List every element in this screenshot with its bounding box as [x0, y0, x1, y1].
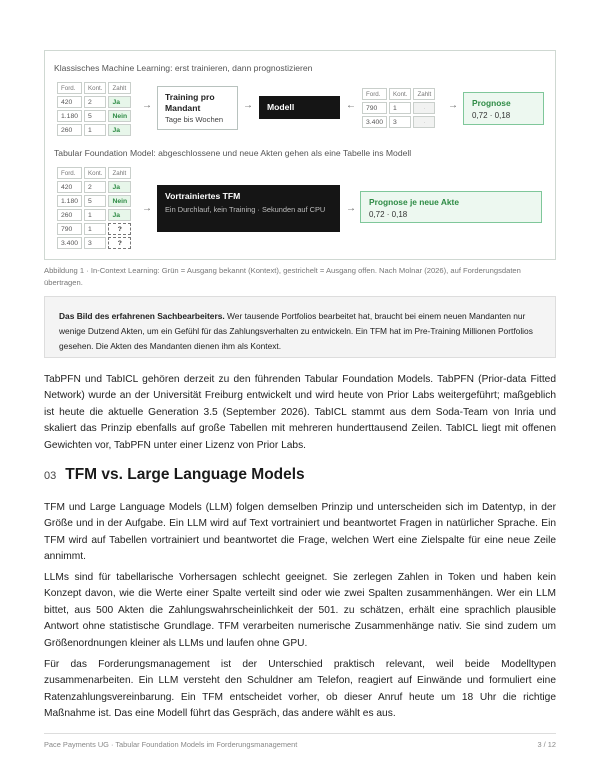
cell: 420: [57, 96, 82, 108]
header-kont: Kont.: [84, 82, 106, 94]
callout-box: [44, 296, 556, 358]
forecast-box-title: Prognose: [472, 98, 511, 108]
cell: 420: [57, 181, 82, 193]
training-box-sub: Tage bis Wochen: [165, 115, 224, 124]
forecast-box-value: 0,72 · 0,18: [472, 111, 511, 120]
cell-known: Ja: [108, 209, 131, 221]
arrow-right-icon: →: [448, 100, 458, 111]
paragraph-llm-limitations: LLMs sind für tabellarische Vorhersagen schlecht geeignet. Sie zerlegen Zahlen in Token und haben kein Konzept davon, wie die Werte einer Spalte verteilt sind oder wie zwei Spalten zusammenhängen. Wer ein LLM bittet, aus 500 Akten die Zahlungswahrscheinlichkeit der 501. zu schätzen, erhält eine sprachlich plausible Antwort ohne statistische Grundlage. TFM verarbeiten numerische Zusammenhänge nativ. Sie sind zudem um Größenordnungen kleiner als LLMs und laufen ohne GPU.: [44, 572, 556, 649]
header-kont: Kont.: [389, 88, 411, 100]
cell: 1: [84, 209, 106, 221]
cell-open: ?: [108, 223, 131, 235]
model-box: [259, 96, 340, 119]
figure-row1-title: Klassisches Machine Learning: erst trainieren, dann prognostizieren: [54, 63, 313, 73]
cell: 3: [389, 116, 411, 128]
cell-known: Ja: [108, 181, 131, 193]
cell-known: Nein: [108, 195, 131, 207]
cell: 260: [57, 124, 82, 136]
cell: 5: [84, 110, 106, 122]
paragraph-relevance: Für das Forderungsmanagement ist der Unterschied praktisch relevant, weil beide Modelltypen zusammenarbeiten. Ein LLM versteht den Schuldner am Telefon, reagiert auf Einwände und formuliert eine Ratenzahlungsvereinbarung. Ein TFM entscheidet vorher, ob dieser Anruf heute um 18 Uhr die richtige Maßnahme ist. Das eine Modell führt das Gespräch, das andere wählt es aus.: [44, 659, 556, 720]
footer-divider: [44, 733, 556, 734]
cell: 790: [362, 102, 387, 114]
training-data-table: [55, 80, 133, 138]
cell: 3: [84, 237, 106, 249]
arrow-right-icon: →: [243, 100, 253, 111]
header-ford: Ford.: [57, 167, 82, 179]
arrow-right-icon: →: [142, 100, 152, 111]
new-cases-table: [360, 86, 437, 130]
callout-text: Wer tausende Portfolios bearbeitet hat, braucht bei einem neuen Mandanten nur wenige Dutzend Akten, um ein Gefühl für das Zahlungsverhalten zu entwickeln. Ein TFM hat im Pre-Training Millionen Portfolios gesehen. Die Akten des Mandanten dienen ihm als Kontext.: [59, 311, 533, 351]
cell-known: Ja: [108, 96, 131, 108]
header-ford: Ford.: [362, 88, 387, 100]
header-zahlt: Zahlt: [413, 88, 435, 100]
cell: 1: [84, 223, 106, 235]
cell: 1: [84, 124, 106, 136]
callout-bold: Das Bild des erfahrenen Sachbearbeiters.: [59, 311, 225, 321]
tfm-table: [55, 165, 133, 251]
paragraph-tfm-vs-llm: TFM und Large Language Models (LLM) folgen demselben Prinzip und unterscheiden sich im Datentyp, in der Größe und in der Aufgabe. Ein LLM wird auf Text vortrainiert und beantwortet Fragen in natürlicher Sprache. Ein TFM wird auf Tabellen vortrainiert und beantwortet die Frage, welchen Wert eine Zielspalte für eine neue Zeile annimmt.: [44, 502, 556, 563]
tfm-box-sub: Ein Durchlauf, kein Training · Sekunden auf CPU: [165, 205, 326, 214]
cell: 1.180: [57, 195, 82, 207]
cell-known: Nein: [108, 110, 131, 122]
tfm-box-title: Vortrainiertes TFM: [165, 191, 241, 201]
cell: 2: [84, 181, 106, 193]
arrow-left-icon: ←: [346, 100, 356, 111]
training-box: [157, 86, 238, 130]
section-number: 03: [44, 470, 57, 482]
header-kont: Kont.: [84, 167, 106, 179]
training-box-title: Training pro Mandant: [165, 92, 215, 113]
cell: 1: [389, 102, 411, 114]
header-ford: Ford.: [57, 82, 82, 94]
tfm-forecast-title: Prognose je neue Akte: [369, 197, 459, 207]
cell: 3.400: [57, 237, 82, 249]
header-zahlt: Zahlt: [108, 167, 131, 179]
cell-unknown: ·: [413, 116, 435, 128]
section-title: TFM vs. Large Language Models: [65, 466, 305, 483]
cell: 1.180: [57, 110, 82, 122]
tfm-forecast-box: [360, 191, 542, 223]
figure-caption: Abbildung 1 · In-Context Learning: Grün = Ausgang bekannt (Kontext), gestrichelt = Ausgang offen. Nach Molnar (2026), auf Forderungsdaten übertragen.: [44, 266, 521, 287]
header-zahlt: Zahlt: [108, 82, 131, 94]
cell: 260: [57, 209, 82, 221]
figure-row2-title: Tabular Foundation Model: abgeschlossene und neue Akten gehen als eine Tabelle ins Modell: [54, 148, 412, 158]
forecast-box: [463, 92, 544, 125]
cell-unknown: ·: [413, 102, 435, 114]
arrow-right-icon: →: [346, 203, 356, 214]
cell: 5: [84, 195, 106, 207]
cell-known: Ja: [108, 124, 131, 136]
tfm-box: [157, 185, 340, 232]
page-number: 3 / 12: [537, 740, 556, 749]
arrow-right-icon: →: [142, 203, 152, 214]
cell-open: ?: [108, 237, 131, 249]
cell: 3.400: [362, 116, 387, 128]
cell: 2: [84, 96, 106, 108]
tfm-forecast-value: 0,72 · 0,18: [369, 210, 408, 219]
paragraph-tabpfn-tabicl: TabPFN und TabICL gehören derzeit zu den führenden Tabular Foundation Models. TabPFN (Prior-data Fitted Network) wurde an der Universität Freiburg entwickelt und wird heute von Prior Labs weitergeführt; maßgeblich ist heute die aktuelle Generation 3.5 (September 2026). TabICL stammt aus dem Soda-Team von Inria und skaliert das Prinzip ebenfalls auf große Tabellen mit mehreren hunderttausend Zeilen. TabICL liegt mit offenen Gewichten vor, TabPFN unter einer Lizenz von Prior Labs.: [44, 374, 556, 451]
section-heading: [44, 466, 305, 484]
cell: 790: [57, 223, 82, 235]
footer-left: Pace Payments UG · Tabular Foundation Models im Forderungsmanagement: [44, 740, 298, 749]
model-box-title: Modell: [267, 102, 295, 112]
